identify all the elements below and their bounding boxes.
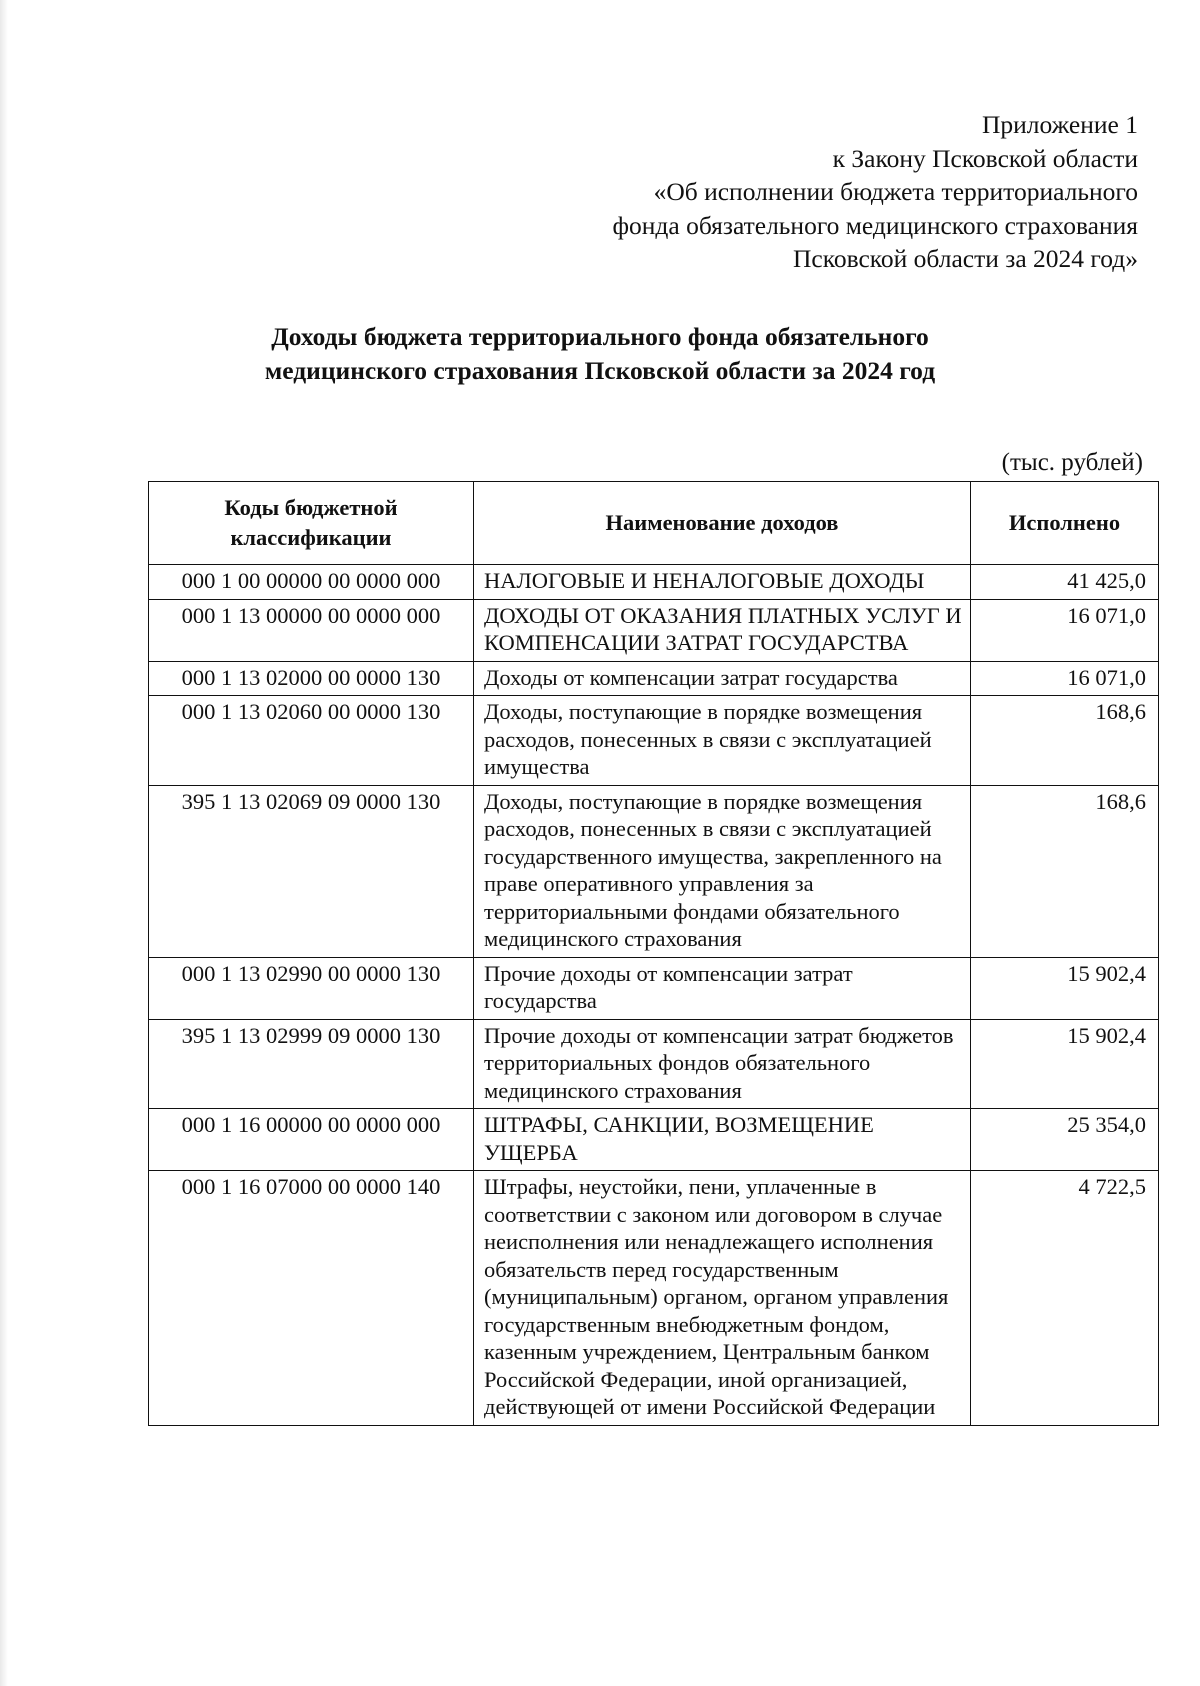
row-code: 000 1 16 00000 00 0000 000 [149,1109,474,1171]
row-code: 395 1 13 02999 09 0000 130 [149,1019,474,1109]
row-name: Штрафы, неустойки, пени, уплаченные в соответствии с законом или договором в случае неисполнения или ненадлежащего исполнения обязательств перед государственным (муниципальным) органом, органом управления государственным внебюджетным фондом, казенным учреждением, Центральным банком Российской Федерации, иной организацией, действующей от имени Российской Федерации [474,1171,971,1426]
row-amount: 41 425,0 [971,565,1159,600]
table-row [149,661,1159,696]
header-amount: Исполнено [971,482,1159,565]
row-amount: 16 071,0 [971,599,1159,661]
row-name: Доходы, поступающие в порядке возмещения расходов, понесенных в связи с эксплуатацией имущества [474,696,971,786]
table-row [149,957,1159,1019]
table-row [149,785,1159,957]
table-header-row [149,482,1159,565]
appendix-line: «Об исполнении бюджета территориального [653,177,1138,206]
row-amount: 15 902,4 [971,1019,1159,1109]
title-line: Доходы бюджета территориального фонда обязательного [271,322,929,351]
row-name: НАЛОГОВЫЕ И НЕНАЛОГОВЫЕ ДОХОДЫ [474,565,971,600]
document-title [150,320,1050,387]
row-amount: 168,6 [971,785,1159,957]
income-table [148,481,1159,1426]
row-code: 395 1 13 02069 09 0000 130 [149,785,474,957]
appendix-line: Приложение 1 [982,110,1138,139]
header-code: Коды бюджетной классификации [149,482,474,565]
table-row [149,696,1159,786]
row-code: 000 1 13 02060 00 0000 130 [149,696,474,786]
row-name: ШТРАФЫ, САНКЦИИ, ВОЗМЕЩЕНИЕ УЩЕРБА [474,1109,971,1171]
title-line: медицинского страхования Псковской области за 2024 год [264,355,936,385]
appendix-line: Псковской области за 2024 год» [793,244,1138,273]
table-row [149,1019,1159,1109]
row-amount: 168,6 [971,696,1159,786]
appendix-header [438,108,1138,276]
row-amount: 4 722,5 [971,1171,1159,1426]
row-amount: 25 354,0 [971,1109,1159,1171]
row-name: ДОХОДЫ ОТ ОКАЗАНИЯ ПЛАТНЫХ УСЛУГ И КОМПЕНСАЦИИ ЗАТРАТ ГОСУДАРСТВА [474,599,971,661]
row-name: Доходы от компенсации затрат государства [474,661,971,696]
row-amount: 15 902,4 [971,957,1159,1019]
row-code: 000 1 00 00000 00 0000 000 [149,565,474,600]
row-name: Доходы, поступающие в порядке возмещения расходов, понесенных в связи с эксплуатацией государственного имущества, закрепленного на праве оперативного управления за территориальными фондами обязательного медицинского страхования [474,785,971,957]
appendix-line: фонда обязательного медицинского страхования [612,210,1138,240]
row-code: 000 1 13 00000 00 0000 000 [149,599,474,661]
row-name: Прочие доходы от компенсации затрат бюджетов территориальных фондов обязательного медицинского страхования [474,1019,971,1109]
units-label: (тыс. рублей) [1001,449,1143,476]
table-row [149,599,1159,661]
row-code: 000 1 13 02990 00 0000 130 [149,957,474,1019]
appendix-line: к Закону Псковской области [832,143,1138,173]
row-amount: 16 071,0 [971,661,1159,696]
row-code: 000 1 16 07000 00 0000 140 [149,1171,474,1426]
scan-edge [0,0,8,1686]
table-row [149,1171,1159,1426]
header-name: Наименование доходов [474,482,971,565]
table-row [149,565,1159,600]
row-name: Прочие доходы от компенсации затрат государства [474,957,971,1019]
table-row [149,1109,1159,1171]
row-code: 000 1 13 02000 00 0000 130 [149,661,474,696]
